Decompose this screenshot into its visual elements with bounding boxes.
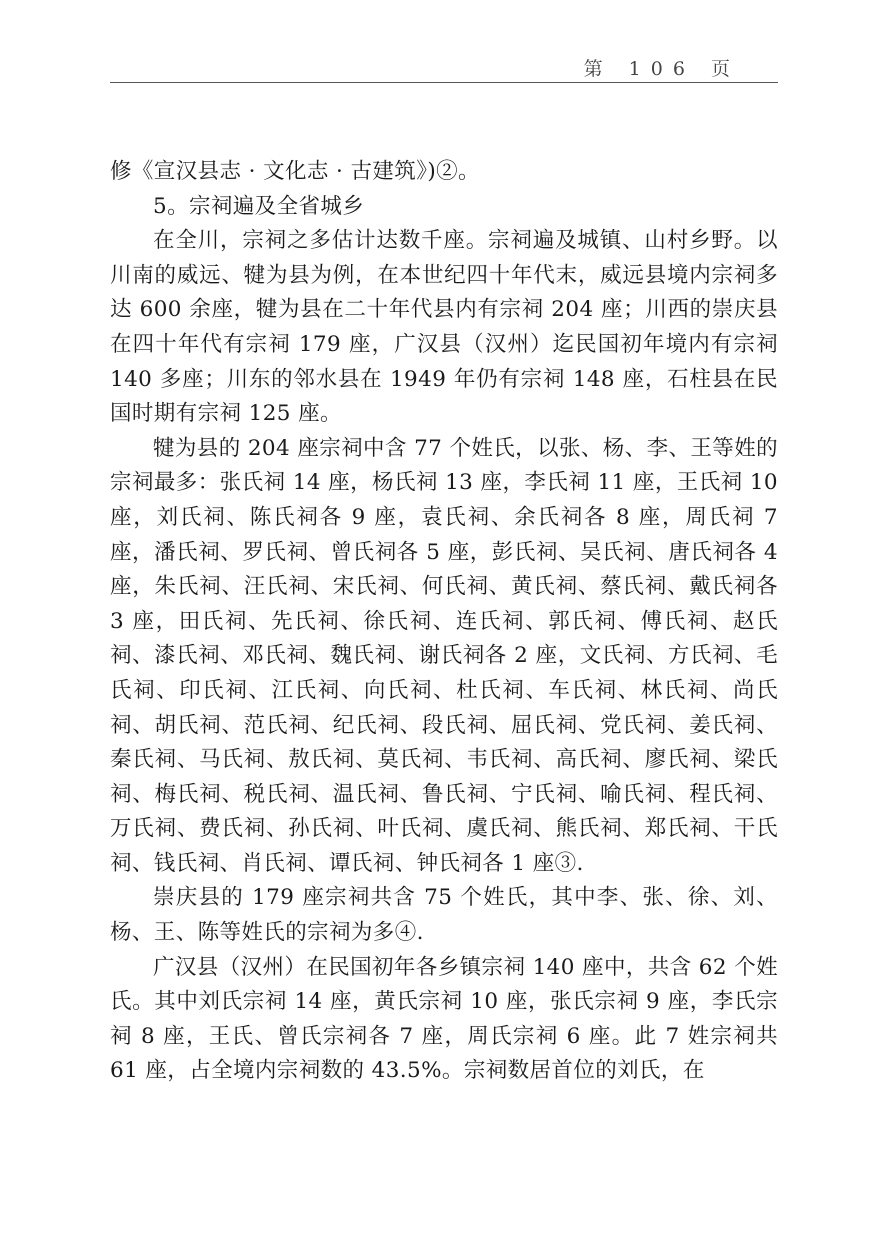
- page-body: [110, 155, 778, 1089]
- continuation-line: 修《宣汉县志 · 文化志 · 古建筑》)②。: [110, 159, 480, 184]
- paragraph-1: 在全川，宗祠之多估计达数千座。宗祠遍及城镇、山村乡野。以川南的威远、犍为县为例，在本世纪四十年代末，威远县境内宗祠多达 600 余座，犍为县在二十年代县内有宗祠 204 座；川西的崇庆县在四十年代有宗祠 179 座，广汉县（汉州）迄民国初年境内有宗祠 140 多座；川东的邻水县在 1949 年仍有宗祠 148 座，石柱县在民国时期有宗祠 125 座。: [110, 228, 778, 427]
- paragraph-4: 广汉县（汉州）在民国初年各乡镇宗祠 140 座中，共含 62 个姓氏。其中刘氏宗祠 14 座，黄氏宗祠 10 座，张氏宗祠 9 座，李氏宗祠 8 座，王氏、曾氏宗祠各 7 座，周氏宗祠 6 座。此 7 姓宗祠共 61 座，占全境内宗祠数的 43.5%。宗祠数居首位的刘氏，在: [110, 954, 778, 1084]
- paragraph-3: 崇庆县的 179 座宗祠共含 75 个姓氏，其中李、张、徐、刘、杨、王、陈等姓氏的宗祠为多④.: [110, 885, 778, 946]
- section-heading: 5。宗祠遍及全省城乡: [153, 193, 365, 219]
- page-header: [110, 52, 778, 83]
- paragraph-2: 犍为县的 204 座宗祠中含 77 个姓氏，以张、杨、李、王等姓的宗祠最多：张氏祠 14 座，杨氏祠 13 座，李氏祠 11 座，王氏祠 10 座，刘氏祠、陈氏祠各 9 座，袁氏祠、余氏祠各 8 座，周氏祠 7 座，潘氏祠、罗氏祠、曾氏祠各 5 座，彭氏祠、吴氏祠、唐氏祠各 4 座，朱氏祠、汪氏祠、宋氏祠、何氏祠、黄氏祠、蔡氏祠、戴氏祠各 3 座，田氏祠、先氏祠、徐氏祠、连氏祠、郭氏祠、傅氏祠、赵氏祠、漆氏祠、邓氏祠、魏氏祠、谢氏祠各 2 座，文氏祠、方氏祠、毛氏祠、印氏祠、江氏祠、向氏祠、杜氏祠、车氏祠、林氏祠、尚氏祠、胡氏祠、范氏祠、纪氏祠、段氏祠、屈氏祠、党氏祠、姜氏祠、秦氏祠、马氏祠、敖氏祠、莫氏祠、韦氏祠、高氏祠、廖氏祠、梁氏祠、梅氏祠、税氏祠、温氏祠、鲁氏祠、宁氏祠、喻氏祠、程氏祠、万氏祠、费氏祠、孙氏祠、叶氏祠、虞氏祠、熊氏祠、郑氏祠、干氏祠、钱氏祠、肖氏祠、谭氏祠、钟氏祠各 1 座③.: [110, 435, 778, 876]
- page-number: 第 106 页: [583, 58, 740, 80]
